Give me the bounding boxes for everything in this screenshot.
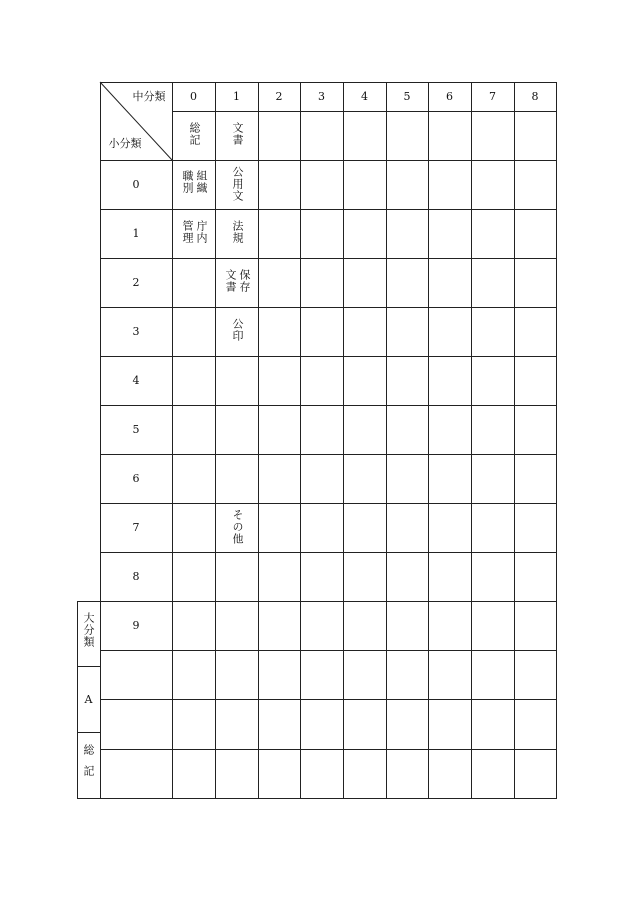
column-number-5: 5 (403, 90, 411, 103)
grid-hline (100, 699, 557, 700)
grid-hline (100, 307, 557, 308)
cell-other: その他 (231, 509, 244, 545)
row-number-9: 9 (132, 619, 140, 632)
column-number-4: 4 (361, 90, 368, 103)
major-class-label: 大分類 (82, 612, 95, 648)
grid-hline (100, 258, 557, 259)
grid-hline (100, 82, 557, 83)
grid-vline (172, 82, 173, 799)
grid-hline (77, 666, 101, 667)
grid-vline (215, 82, 216, 799)
grid-hline (100, 749, 557, 750)
grid-hline (100, 209, 557, 210)
row-number-4: 4 (132, 374, 140, 387)
grid-hline (100, 503, 557, 504)
grid-hline (77, 732, 101, 733)
row-number-5: 5 (132, 423, 140, 436)
column-number-0: 0 (190, 90, 197, 103)
major-class-name: 総記 (82, 744, 95, 786)
small-class-label: 小分類 (108, 137, 142, 150)
grid-hline (172, 111, 557, 112)
row-number-2: 2 (132, 276, 140, 289)
major-class-code: A (84, 693, 93, 706)
grid-vline (300, 82, 301, 799)
grid-hline (100, 356, 557, 357)
column-number-7: 7 (489, 90, 496, 103)
row-number-0: 0 (132, 178, 140, 191)
column-number-6: 6 (446, 90, 453, 103)
cell-org-staff: 組織 職別 (181, 170, 208, 194)
row-number-7: 7 (132, 521, 140, 534)
cell-document-storage: 保存 文書 (224, 269, 251, 293)
grid-hline (100, 405, 557, 406)
column-name-documents: 文書 (231, 122, 244, 146)
grid-hline (100, 650, 557, 651)
grid-vline (343, 82, 344, 799)
cell-official-seal: 公印 (231, 318, 244, 342)
column-number-2: 2 (275, 90, 283, 103)
grid-hline (100, 454, 557, 455)
row-number-3: 3 (132, 325, 140, 338)
middle-class-label: 中分類 (132, 90, 166, 103)
cell-official-writing: 公用文 (231, 166, 244, 202)
grid-vline (471, 82, 472, 799)
grid-hline (77, 798, 557, 799)
row-number-6: 6 (132, 472, 140, 485)
column-number-1: 1 (233, 90, 240, 103)
grid-hline (100, 160, 557, 161)
grid-vline (556, 82, 557, 799)
column-number-8: 8 (531, 90, 539, 103)
column-number-3: 3 (318, 90, 325, 103)
grid-vline (514, 82, 515, 799)
grid-hline (77, 601, 557, 602)
cell-office-management: 庁内 管理 (181, 220, 208, 244)
cell-regulations: 法規 (231, 220, 244, 244)
grid-vline (386, 82, 387, 799)
row-number-8: 8 (132, 570, 140, 583)
grid-vline (258, 82, 259, 799)
column-name-general: 総記 (188, 122, 201, 146)
grid-vline (428, 82, 429, 799)
row-number-1: 1 (132, 227, 140, 240)
grid-hline (100, 552, 557, 553)
